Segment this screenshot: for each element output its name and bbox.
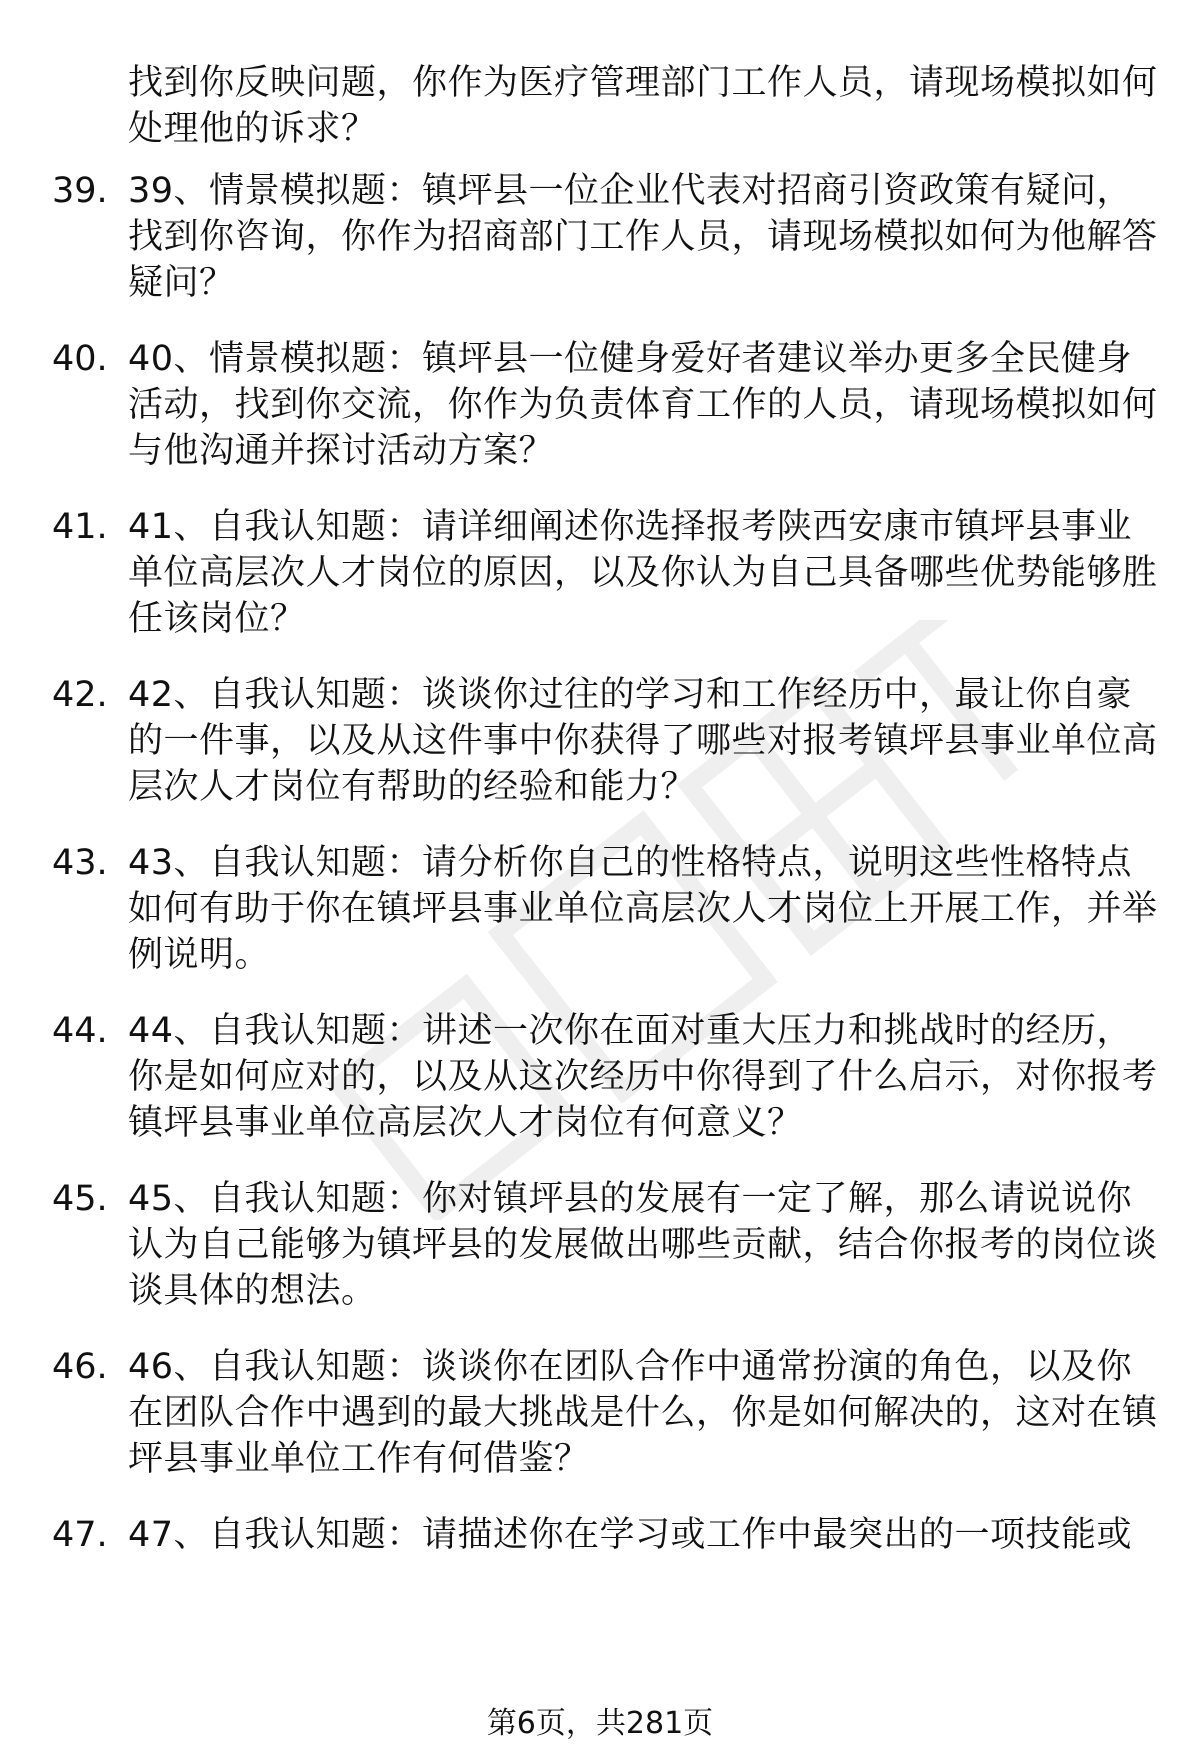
item-number: 46. bbox=[52, 1347, 108, 1387]
item-number: 43. bbox=[52, 843, 108, 883]
item-number: 40. bbox=[52, 339, 108, 379]
item-text: 42、自我认知题：谈谈你过往的学习和工作经历中，最让你自豪的一件事，以及从这件事中你获得了哪些对报考镇坪县事业单位高层次人才岗位有帮助的经验和能力？ bbox=[128, 675, 1158, 807]
item-text: 46、自我认知题：谈谈你在团队合作中通常扮演的角色，以及你在团队合作中遇到的最大挑战是什么，你是如何解决的，这对在镇坪县事业单位工作有何借鉴？ bbox=[128, 1347, 1158, 1479]
item-text: 47、自我认知题：请描述你在学习或工作中最突出的一项技能或 bbox=[128, 1515, 1133, 1555]
item-text: 45、自我认知题：你对镇坪县的发展有一定了解，那么请说说你认为自己能够为镇坪县的发展做出哪些贡献，结合你报考的岗位谈谈具体的想法。 bbox=[128, 1179, 1158, 1311]
page-footer: 第6页，共281页 bbox=[486, 1706, 714, 1741]
item-number: 39. bbox=[52, 171, 108, 211]
item-number: 45. bbox=[52, 1179, 108, 1219]
item-number: 42. bbox=[52, 675, 108, 715]
item-text: 44、自我认知题：讲述一次你在面对重大压力和挑战时的经历，你是如何应对的，以及从这次经历中你得到了什么启示，对你报考镇坪县事业单位高层次人才岗位有何意义？ bbox=[128, 1011, 1158, 1143]
continuation-text: 找到你反映问题，你作为医疗管理部门工作人员，请现场模拟如何处理他的诉求？ bbox=[128, 63, 1158, 149]
item-text: 43、自我认知题：请分析你自己的性格特点，说明这些性格特点如何有助于你在镇坪县事业单位高层次人才岗位上开展工作，并举例说明。 bbox=[128, 843, 1158, 975]
item-number: 41. bbox=[52, 507, 108, 547]
item-number: 47. bbox=[52, 1515, 108, 1555]
item-text: 39、情景模拟题：镇坪县一位企业代表对招商引资政策有疑问，找到你咨询，你作为招商部门工作人员，请现场模拟如何为他解答疑问？ bbox=[128, 171, 1158, 303]
item-number: 44. bbox=[52, 1011, 108, 1051]
item-text: 40、情景模拟题：镇坪县一位健身爱好者建议举办更多全民健身活动，找到你交流，你作为负责体育工作的人员，请现场模拟如何与他沟通并探讨活动方案？ bbox=[128, 339, 1158, 471]
item-text: 41、自我认知题：请详细阐述你选择报考陕西安康市镇坪县事业单位高层次人才岗位的原因，以及你认为自己具备哪些优势能够胜任该岗位？ bbox=[128, 507, 1158, 639]
